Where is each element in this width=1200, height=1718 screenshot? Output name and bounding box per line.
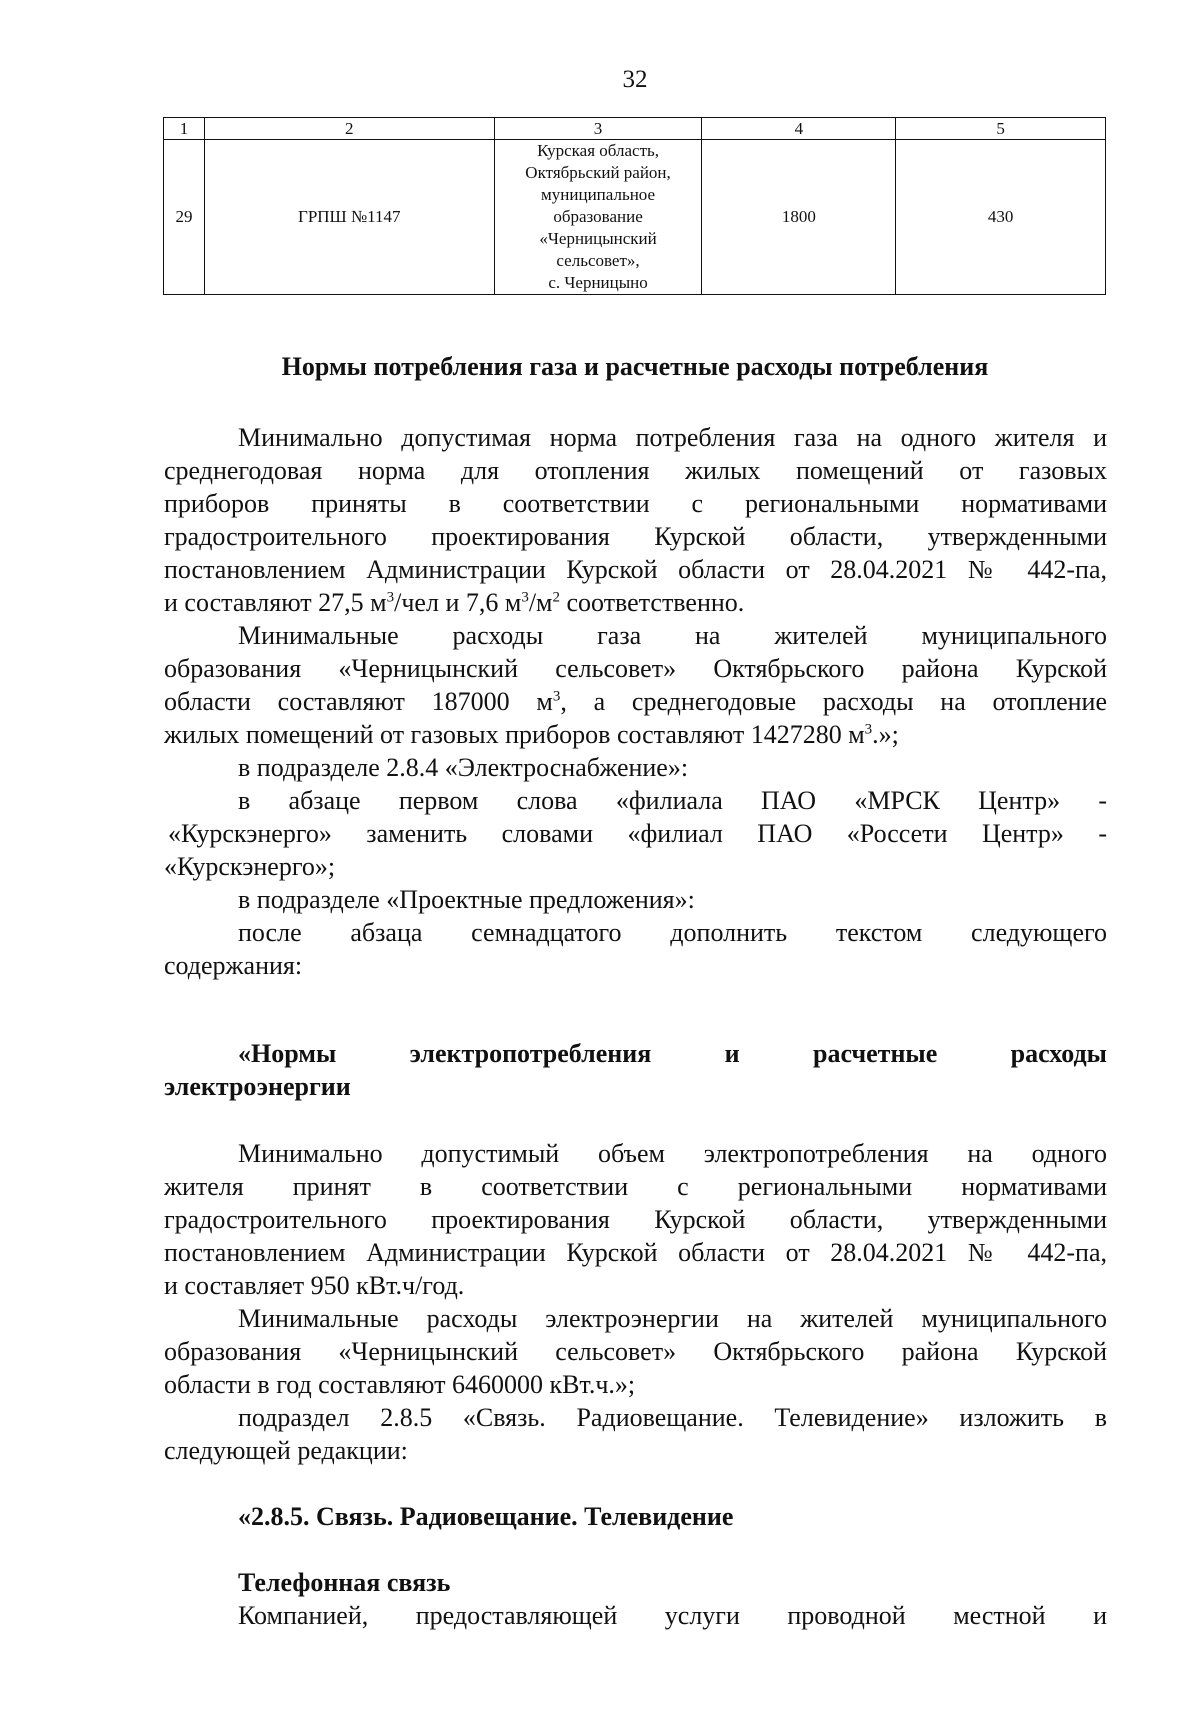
table-header-row (164, 118, 1106, 140)
gas-section-title: Нормы потребления газа и расчетные расходы потребления (281, 352, 989, 381)
text-line: «2.8.5. Связь. Радиовещание. Телевидение (238, 1502, 734, 1531)
table-row (164, 140, 1106, 295)
text-line (164, 685, 1107, 718)
text-line: градостроительного проектирования Курской области, утвержденными (164, 522, 1107, 551)
gas-norms-paragraph (164, 421, 1107, 619)
telephone-subtitle (164, 1566, 1107, 1599)
row-number: 29 (164, 140, 205, 295)
electro-section-title (164, 1037, 1107, 1103)
superscript: 2 (552, 589, 560, 606)
text-line: образования «Черницынский сельсовет» Октябрьского района Курской (164, 654, 1107, 683)
text-line: содержания: (164, 951, 303, 980)
table-header-cell: 4 (702, 118, 896, 140)
text-line (164, 586, 1107, 619)
gas-station-table (163, 117, 1106, 295)
text-line: постановлением Администрации Курской области от 28.04.2021 № 442-па, (164, 555, 1107, 584)
text-line: Минимальные расходы электроэнергии на жителей муниципального (238, 1304, 1107, 1333)
text-line: Минимально допустимая норма потребления газа на одного жителя и (238, 423, 1107, 452)
address-line: образование (553, 207, 643, 226)
station-address (494, 140, 702, 295)
superscript: 3 (552, 688, 561, 705)
text-line: приборов приняты в соответствии с региональными нормативами (164, 489, 1107, 518)
text-fragment: области составляют 187000 м (164, 687, 553, 716)
address-line: муниципальное (541, 185, 656, 204)
superscript: 3 (864, 721, 873, 738)
text-line: в подразделе 2.8.4 «Электроснабжение»: (238, 753, 689, 782)
text-line: среднегодовая норма для отопления жилых помещений от газовых (164, 456, 1107, 485)
text-line: градостроительного проектирования Курской области, утвержденными (164, 1205, 1107, 1234)
text-line: и составляет 950 кВт.ч/год. (164, 1271, 465, 1300)
text-fragment: жилых помещений от газовых приборов составляют 1427280 м (164, 720, 865, 749)
table-header-cell: 3 (494, 118, 702, 140)
electro-norms-paragraph (164, 1137, 1107, 1302)
text-fragment: /м (528, 588, 553, 617)
text-line: Компанией, предоставляющей услуги проводной местной и (238, 1601, 1107, 1630)
text-line (164, 718, 1107, 751)
text-line: «Курскэнерго»; (164, 852, 336, 881)
text-fragment: , а среднегодовые расходы на отопление (560, 687, 1107, 716)
text-line: следующей редакции: (164, 1436, 408, 1465)
communication-section-title (164, 1500, 1107, 1533)
column-4-value: 1800 (702, 140, 896, 295)
text-line: «Курскэнерго» заменить словами «филиал ПАО «Россети Центр» - (168, 819, 1107, 848)
text-fragment: .»; (872, 720, 899, 749)
text-line: в подразделе «Проектные предложения»: (238, 885, 695, 914)
address-line: «Черницынский (539, 229, 657, 248)
page-number: 32 (622, 66, 648, 93)
superscript: 3 (386, 589, 395, 606)
table-header-cell: 2 (204, 118, 494, 140)
text-line: Минимально допустимый объем электропотребления на одного (238, 1139, 1107, 1168)
gas-consumption-paragraph (164, 619, 1107, 751)
communication-amendment-paragraph (164, 1401, 1107, 1467)
text-fragment: /чел и 7,6 м (394, 588, 522, 617)
superscript: 3 (521, 589, 529, 606)
amendment-paragraphs (164, 751, 1107, 982)
station-name: ГРПШ №1147 (204, 140, 494, 295)
address-line: с. Черницыно (548, 273, 648, 292)
table-header-cell: 5 (896, 118, 1106, 140)
text-line: области в год составляют 6460000 кВт.ч.»; (164, 1370, 636, 1399)
text-line: подраздел 2.8.5 «Связь. Радиовещание. Телевидение» изложить в (238, 1403, 1107, 1432)
table-header-cell: 1 (164, 118, 205, 140)
address-line: Октябрьский район, (525, 163, 671, 182)
column-5-value: 430 (896, 140, 1106, 295)
text-line: Телефонная связь (238, 1568, 451, 1597)
text-line: электроэнергии (164, 1072, 351, 1101)
electro-consumption-paragraph (164, 1302, 1107, 1401)
text-fragment: и составляют 27,5 м (164, 588, 387, 617)
text-line: постановлением Администрации Курской области от 28.04.2021 № 442-па, (164, 1238, 1107, 1267)
text-line: «Нормы электропотребления и расчетные расходы (238, 1039, 1107, 1068)
text-line: после абзаца семнадцатого дополнить текстом следующего (238, 918, 1107, 947)
text-line: в абзаце первом слова «филиала ПАО «МРСК Центр» - (238, 786, 1107, 815)
address-line: Курская область, (537, 141, 660, 160)
address-line: сельсовет», (556, 251, 640, 270)
text-line: жителя принят в соответствии с региональными нормативами (164, 1172, 1107, 1201)
text-line: образования «Черницынский сельсовет» Октябрьского района Курской (164, 1337, 1107, 1366)
text-fragment: соответственно. (560, 588, 745, 617)
text-line: Минимальные расходы газа на жителей муниципального (238, 621, 1107, 650)
telephone-paragraph (164, 1599, 1107, 1632)
